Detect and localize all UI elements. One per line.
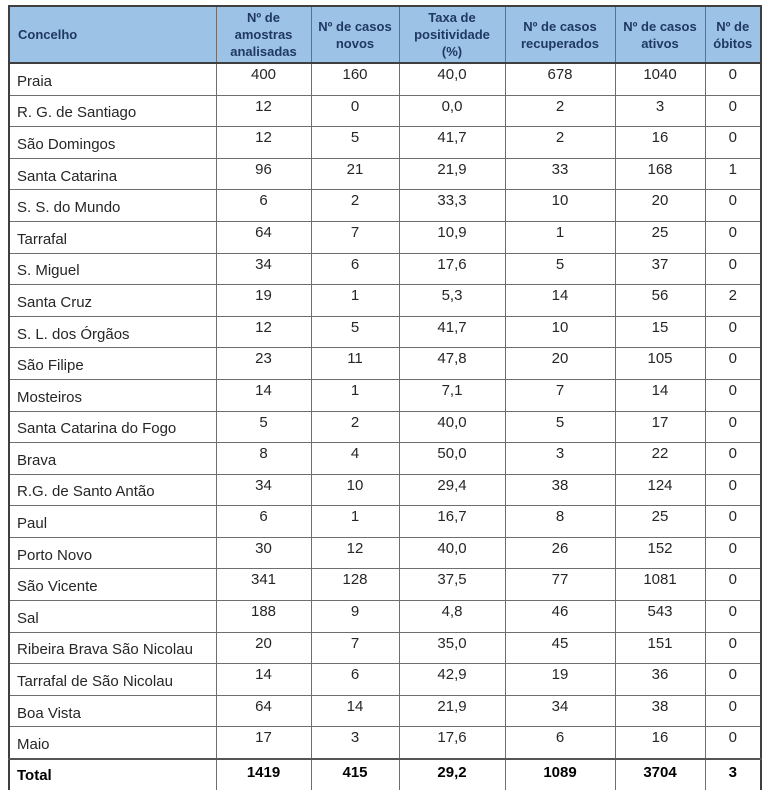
value-cell: 19	[505, 664, 615, 696]
value-cell: 341	[216, 569, 311, 601]
value-cell: 47,8	[399, 348, 505, 380]
value-cell: 2	[705, 285, 761, 317]
value-cell: 0	[705, 506, 761, 538]
value-cell: 0	[311, 95, 399, 127]
total-taxa-cell: 29,2	[399, 759, 505, 790]
value-cell: 0	[705, 190, 761, 222]
value-cell: 0	[705, 727, 761, 759]
value-cell: 1	[311, 285, 399, 317]
table-row	[9, 632, 761, 664]
value-cell: 0,0	[399, 95, 505, 127]
concelho-name-cell: Mosteiros	[9, 379, 216, 411]
value-cell: 7	[311, 632, 399, 664]
concelho-name-cell: S. Miguel	[9, 253, 216, 285]
value-cell: 0	[705, 316, 761, 348]
value-cell: 6	[311, 253, 399, 285]
value-cell: 0	[705, 411, 761, 443]
value-cell: 41,7	[399, 127, 505, 159]
value-cell: 160	[311, 63, 399, 95]
value-cell: 40,0	[399, 411, 505, 443]
table-row	[9, 221, 761, 253]
concelho-name-cell: Ribeira Brava São Nicolau	[9, 632, 216, 664]
value-cell: 96	[216, 158, 311, 190]
header-cell-casos-novos: Nº de casos novos	[311, 6, 399, 63]
value-cell: 1040	[615, 63, 705, 95]
value-cell: 14	[615, 379, 705, 411]
value-cell: 17	[216, 727, 311, 759]
value-cell: 12	[216, 316, 311, 348]
value-cell: 10,9	[399, 221, 505, 253]
value-cell: 56	[615, 285, 705, 317]
concelho-name-cell: Sal	[9, 601, 216, 633]
value-cell: 3	[505, 443, 615, 475]
value-cell: 1	[311, 506, 399, 538]
table-row	[9, 664, 761, 696]
table-row	[9, 95, 761, 127]
value-cell: 0	[705, 95, 761, 127]
table-row	[9, 601, 761, 633]
total-label-cell: Total	[9, 759, 216, 790]
value-cell: 0	[705, 443, 761, 475]
value-cell: 188	[216, 601, 311, 633]
table-footer	[9, 759, 761, 790]
value-cell: 25	[615, 221, 705, 253]
table-row	[9, 506, 761, 538]
value-cell: 7	[311, 221, 399, 253]
table-row	[9, 569, 761, 601]
concelho-name-cell: Santa Catarina do Fogo	[9, 411, 216, 443]
concelho-name-cell: R.G. de Santo Antão	[9, 474, 216, 506]
value-cell: 12	[311, 537, 399, 569]
concelho-name-cell: São Vicente	[9, 569, 216, 601]
table-row	[9, 443, 761, 475]
value-cell: 15	[615, 316, 705, 348]
value-cell: 29,4	[399, 474, 505, 506]
value-cell: 40,0	[399, 537, 505, 569]
value-cell: 0	[705, 569, 761, 601]
value-cell: 151	[615, 632, 705, 664]
total-row	[9, 759, 761, 790]
value-cell: 37	[615, 253, 705, 285]
concelho-name-cell: R. G. de Santiago	[9, 95, 216, 127]
concelho-name-cell: S. S. do Mundo	[9, 190, 216, 222]
value-cell: 14	[505, 285, 615, 317]
value-cell: 0	[705, 601, 761, 633]
value-cell: 1081	[615, 569, 705, 601]
value-cell: 35,0	[399, 632, 505, 664]
header-cell-casos-ativos: Nº de casos ativos	[615, 6, 705, 63]
value-cell: 33	[505, 158, 615, 190]
value-cell: 400	[216, 63, 311, 95]
value-cell: 11	[311, 348, 399, 380]
value-cell: 38	[615, 695, 705, 727]
table-row	[9, 158, 761, 190]
concelho-name-cell: S. L. dos Órgãos	[9, 316, 216, 348]
value-cell: 3	[311, 727, 399, 759]
value-cell: 5	[311, 316, 399, 348]
concelho-name-cell: Brava	[9, 443, 216, 475]
value-cell: 26	[505, 537, 615, 569]
value-cell: 5	[505, 253, 615, 285]
value-cell: 36	[615, 664, 705, 696]
concelho-name-cell: Tarrafal de São Nicolau	[9, 664, 216, 696]
table-row	[9, 285, 761, 317]
table-row	[9, 537, 761, 569]
value-cell: 678	[505, 63, 615, 95]
value-cell: 20	[505, 348, 615, 380]
value-cell: 16	[615, 727, 705, 759]
value-cell: 23	[216, 348, 311, 380]
table-row	[9, 695, 761, 727]
value-cell: 7,1	[399, 379, 505, 411]
concelhos-covid-table	[8, 5, 762, 790]
table-row	[9, 379, 761, 411]
concelho-name-cell: Tarrafal	[9, 221, 216, 253]
value-cell: 16,7	[399, 506, 505, 538]
value-cell: 19	[216, 285, 311, 317]
value-cell: 50,0	[399, 443, 505, 475]
header-cell-taxa-positividade: Taxa de positividade (%)	[399, 6, 505, 63]
total-obitos-cell: 3	[705, 759, 761, 790]
concelho-name-cell: Paul	[9, 506, 216, 538]
value-cell: 8	[216, 443, 311, 475]
value-cell: 124	[615, 474, 705, 506]
concelho-name-cell: Boa Vista	[9, 695, 216, 727]
value-cell: 33,3	[399, 190, 505, 222]
value-cell: 46	[505, 601, 615, 633]
total-recuperados-cell: 1089	[505, 759, 615, 790]
value-cell: 64	[216, 695, 311, 727]
value-cell: 10	[505, 190, 615, 222]
total-casos-novos-cell: 415	[311, 759, 399, 790]
value-cell: 6	[311, 664, 399, 696]
value-cell: 14	[311, 695, 399, 727]
total-ativos-cell: 3704	[615, 759, 705, 790]
value-cell: 5	[505, 411, 615, 443]
value-cell: 17,6	[399, 253, 505, 285]
value-cell: 0	[705, 474, 761, 506]
value-cell: 0	[705, 63, 761, 95]
value-cell: 6	[216, 190, 311, 222]
value-cell: 45	[505, 632, 615, 664]
value-cell: 0	[705, 348, 761, 380]
value-cell: 21,9	[399, 158, 505, 190]
value-cell: 37,5	[399, 569, 505, 601]
concelho-name-cell: Santa Catarina	[9, 158, 216, 190]
value-cell: 77	[505, 569, 615, 601]
value-cell: 7	[505, 379, 615, 411]
value-cell: 2	[505, 95, 615, 127]
value-cell: 0	[705, 127, 761, 159]
concelho-name-cell: São Filipe	[9, 348, 216, 380]
value-cell: 105	[615, 348, 705, 380]
concelho-name-cell: Porto Novo	[9, 537, 216, 569]
value-cell: 16	[615, 127, 705, 159]
value-cell: 9	[311, 601, 399, 633]
value-cell: 0	[705, 221, 761, 253]
value-cell: 22	[615, 443, 705, 475]
table-row	[9, 411, 761, 443]
table-row	[9, 63, 761, 95]
value-cell: 6	[505, 727, 615, 759]
value-cell: 543	[615, 601, 705, 633]
value-cell: 30	[216, 537, 311, 569]
value-cell: 0	[705, 379, 761, 411]
table-row	[9, 253, 761, 285]
value-cell: 5	[216, 411, 311, 443]
table-row	[9, 127, 761, 159]
total-amostras-cell: 1419	[216, 759, 311, 790]
value-cell: 12	[216, 127, 311, 159]
value-cell: 34	[216, 253, 311, 285]
table-row	[9, 474, 761, 506]
table-row	[9, 190, 761, 222]
value-cell: 4	[311, 443, 399, 475]
value-cell: 5	[311, 127, 399, 159]
value-cell: 21,9	[399, 695, 505, 727]
value-cell: 1	[705, 158, 761, 190]
value-cell: 14	[216, 664, 311, 696]
value-cell: 10	[505, 316, 615, 348]
value-cell: 168	[615, 158, 705, 190]
header-cell-concelho: Concelho	[9, 6, 216, 63]
value-cell: 34	[216, 474, 311, 506]
value-cell: 0	[705, 664, 761, 696]
value-cell: 1	[311, 379, 399, 411]
value-cell: 8	[505, 506, 615, 538]
value-cell: 64	[216, 221, 311, 253]
table-row	[9, 348, 761, 380]
header-cell-amostras-analisadas: Nº de amostras analisadas	[216, 6, 311, 63]
value-cell: 152	[615, 537, 705, 569]
value-cell: 41,7	[399, 316, 505, 348]
value-cell: 20	[216, 632, 311, 664]
value-cell: 42,9	[399, 664, 505, 696]
value-cell: 17,6	[399, 727, 505, 759]
value-cell: 1	[505, 221, 615, 253]
value-cell: 14	[216, 379, 311, 411]
value-cell: 25	[615, 506, 705, 538]
value-cell: 0	[705, 695, 761, 727]
value-cell: 2	[505, 127, 615, 159]
value-cell: 40,0	[399, 63, 505, 95]
header-cell-casos-recuperados: Nº de casos recuperados	[505, 6, 615, 63]
value-cell: 17	[615, 411, 705, 443]
value-cell: 5,3	[399, 285, 505, 317]
value-cell: 12	[216, 95, 311, 127]
value-cell: 6	[216, 506, 311, 538]
value-cell: 2	[311, 411, 399, 443]
value-cell: 4,8	[399, 601, 505, 633]
value-cell: 3	[615, 95, 705, 127]
table-body	[9, 63, 761, 758]
value-cell: 38	[505, 474, 615, 506]
concelho-name-cell: Santa Cruz	[9, 285, 216, 317]
value-cell: 128	[311, 569, 399, 601]
value-cell: 2	[311, 190, 399, 222]
concelho-name-cell: Praia	[9, 63, 216, 95]
value-cell: 0	[705, 537, 761, 569]
table-row	[9, 727, 761, 759]
table-row	[9, 316, 761, 348]
concelho-name-cell: São Domingos	[9, 127, 216, 159]
value-cell: 34	[505, 695, 615, 727]
value-cell: 0	[705, 253, 761, 285]
value-cell: 20	[615, 190, 705, 222]
table-header	[9, 6, 761, 63]
concelho-name-cell: Maio	[9, 727, 216, 759]
value-cell: 10	[311, 474, 399, 506]
value-cell: 0	[705, 632, 761, 664]
header-cell-obitos: Nº de óbitos	[705, 6, 761, 63]
header-row	[9, 6, 761, 63]
value-cell: 21	[311, 158, 399, 190]
